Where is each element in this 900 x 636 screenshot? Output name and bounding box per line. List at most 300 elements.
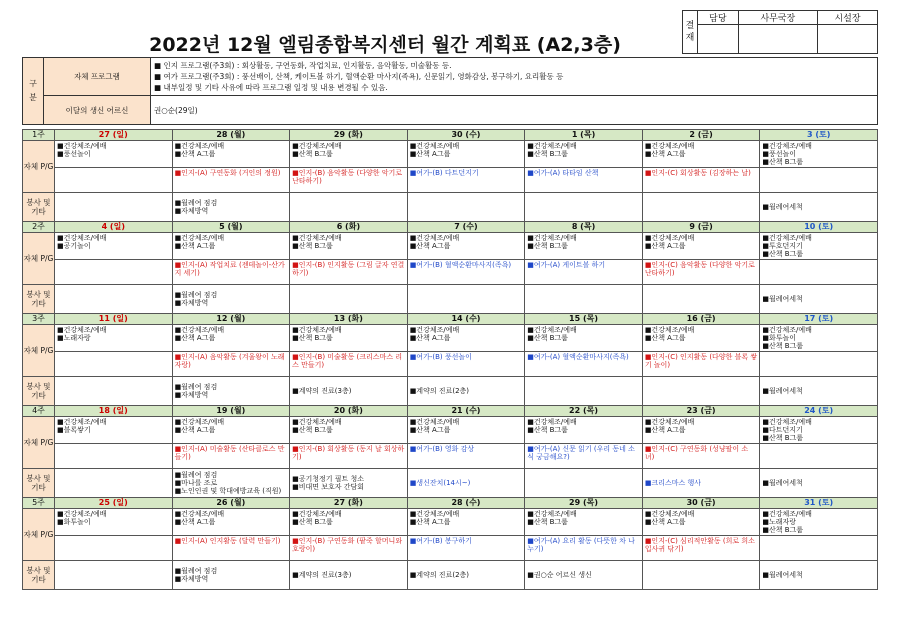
program-item: ■건강체조/예배 [527,326,577,334]
special-program-cell [55,352,173,377]
date-number: 22 [569,406,581,415]
program-cell [172,325,290,352]
week-date-row [23,130,878,141]
date-cell: 11 (일) [55,314,173,325]
row-label-pg: 자체 P/G [23,233,55,285]
program-cell [525,233,643,260]
date-number: 19 [216,406,228,415]
program-item: ■건강체조/예배 [174,326,225,334]
program-item: ■건강체조/예배 [409,326,460,334]
program-item: ■건강체조/예배 [292,418,342,426]
program-item: ■건강체조/예배 [292,234,342,242]
date-cell: 29 (목) [525,498,643,509]
program-item: ■산책 B그룹 [762,250,804,258]
etc-cell [172,561,290,590]
special-program-cell: ■여가-(A) 게이트볼 하기 [525,260,643,285]
date-number: 6 [336,222,343,231]
row-label-etc: 봉사 및 기타 [23,561,55,590]
program-cell [290,509,408,536]
program-cell [760,141,878,168]
day-name: 목 [583,222,592,231]
date-cell: 25 (일) [55,498,173,509]
program-item: ■산책 B그룹 [762,434,804,442]
date-cell: 29 (화) [290,130,408,141]
date-number: 28 [216,130,228,139]
etc-cell [642,377,760,406]
self-program-line: ■ 인지 프로그램(주3회) : 회상활동, 구연동화, 작업치료, 인지활동, 음악활동, 미술활동 등. [154,61,452,70]
program-item: ■산책 B그룹 [292,150,333,158]
etc-item: ■자체방역 [174,391,209,399]
week-date-row [23,222,878,233]
program-cell [407,325,525,352]
program-item: ■건강체조/예배 [174,142,225,150]
day-name: 화 [351,498,360,507]
program-item: ■건강체조/예배 [174,510,225,518]
day-name: 월 [233,498,242,507]
date-cell: 9 (금) [642,222,760,233]
special-program-cell [55,536,173,561]
program-item: ■산책 A그룹 [174,426,216,434]
program-cell [172,509,290,536]
approval-sign-box[interactable] [698,25,739,54]
approval-sign-box[interactable] [738,25,817,54]
day-name: 토 [821,314,830,323]
date-cell: 3 (토) [760,130,878,141]
date-cell: 20 (화) [290,406,408,417]
program-item: ■산책 A그룹 [644,426,686,434]
etc-item: ■월례여세척 [762,571,803,579]
etc-cell [172,377,290,406]
gubun-label: 구분 [23,58,44,125]
program-cell [290,417,408,444]
special-program-row [23,352,878,377]
etc-cell [290,469,408,498]
program-item: ■건강체조/예배 [527,234,577,242]
row-label-etc: 봉사 및 기타 [23,193,55,222]
week-label: 4주 [23,406,55,417]
special-program-cell: ■인지-(C) 회상활동 (김장하는 날) [642,168,760,193]
program-item: ■산책 B그룹 [527,150,568,158]
day-name: 일 [116,314,125,323]
date-number: 8 [571,222,578,231]
program-item: ■건강체조/예배 [57,234,107,242]
program-cell [525,417,643,444]
program-item: ■산책 A그룹 [409,426,451,434]
program-item: ■건강체조/예배 [644,234,695,242]
program-cell [525,509,643,536]
program-row [23,509,878,536]
special-program-cell: ■인지-(C) 심리적안활동 (희로 희소 입사귀 닦기) [642,536,760,561]
etc-item: ■월례여 점검 [174,291,218,299]
program-cell [407,417,525,444]
etc-item: ■월례여 점검 [174,199,218,207]
program-item: ■노래자랑 [762,518,797,526]
day-name: 일 [113,222,122,231]
etc-item: ■월례여세척 [762,295,803,303]
date-number: 4 [101,222,108,231]
date-number: 28 [451,498,463,507]
program-item: ■산책 B그룹 [762,158,804,166]
special-program-row [23,260,878,285]
program-item: ■건강체조/예배 [57,326,107,334]
date-number: 24 [804,406,816,415]
etc-cell [172,469,290,498]
etc-cell [525,377,643,406]
program-item: ■공기놀이 [57,242,91,250]
volunteer-etc-row [23,285,878,314]
etc-cell [642,285,760,314]
program-cell [55,417,173,444]
day-name: 화 [348,222,357,231]
date-cell: 10 (토) [760,222,878,233]
self-program-label: 자체 프로그램 [44,58,151,96]
special-program-cell: ■인지-(A) 구연동화 (거인의 정원) [172,168,290,193]
program-item: ■산책 B그룹 [527,518,568,526]
program-cell [525,141,643,168]
etc-cell [525,561,643,590]
program-item: ■산책 B그룹 [292,518,333,526]
date-cell: 17 (토) [760,314,878,325]
etc-cell [760,469,878,498]
day-name: 목 [586,498,595,507]
day-name: 목 [586,314,595,323]
day-name: 토 [821,498,830,507]
date-cell: 31 (토) [760,498,878,509]
program-cell [407,233,525,260]
program-item: ■산책 A그룹 [409,150,451,158]
date-number: 11 [98,314,110,323]
program-item: ■건강체조/예배 [644,510,695,518]
program-cell [55,233,173,260]
date-number: 18 [98,406,110,415]
program-item: ■건강체조/예배 [762,142,812,150]
program-cell [642,417,760,444]
program-item: ■건강체조/예배 [409,142,460,150]
day-name: 화 [351,314,360,323]
etc-cell [55,377,173,406]
date-number: 31 [804,498,816,507]
etc-item: ■월례여세척 [762,203,803,211]
program-item: ■건강체조/예배 [762,510,812,518]
approval-label: 결재 [683,11,698,54]
special-program-cell: ■여가-(B) 다트던지기 [407,168,525,193]
day-name: 일 [116,406,125,415]
etc-cell [290,561,408,590]
day-name: 수 [469,314,477,323]
date-number: 21 [451,406,463,415]
program-item: ■건강체조/예배 [292,142,342,150]
etc-cell [760,561,878,590]
row-label-etc: 봉사 및 기타 [23,377,55,406]
date-cell: 27 (일) [55,130,173,141]
etc-item: ■계약의 진료(3층) [292,571,352,579]
program-cell [525,325,643,352]
etc-item: ■계약의 진료(2층) [409,387,470,395]
special-program-cell: ■인지-(C) 구연동화 (성냥팔이 소녀) [642,444,760,469]
etc-item: ■계약의 진료(2층) [409,571,470,579]
program-item: ■건강체조/예배 [409,418,460,426]
program-cell [55,141,173,168]
date-number: 29 [569,498,581,507]
program-item: ■건강체조/예배 [57,510,107,518]
day-name: 수 [466,222,475,231]
program-item: ■산책 A그룹 [409,242,451,250]
program-item: ■산책 A그룹 [174,334,216,342]
date-number: 16 [686,314,698,323]
date-cell: 4 (일) [55,222,173,233]
row-label-pg: 자체 P/G [23,417,55,469]
date-cell: 5 (월) [172,222,290,233]
approval-role: 담당 [698,11,739,25]
etc-cell [760,193,878,222]
date-cell: 13 (화) [290,314,408,325]
special-program-cell [55,444,173,469]
date-cell: 28 (수) [407,498,525,509]
self-program-line: ■ 내부일정 및 기타 사유에 따라 프로그램 일정 및 내용 변경될 수 있음. [154,83,388,92]
date-number: 1 [571,130,578,139]
volunteer-etc-row [23,561,878,590]
approval-role: 사무국장 [738,11,817,25]
program-item: ■건강체조/예배 [57,142,107,150]
program-item: ■다트던지기 [762,426,803,434]
special-program-cell [760,168,878,193]
approval-role: 시설장 [817,11,877,25]
program-item: ■투호던지기 [762,242,803,250]
day-name: 수 [469,406,477,415]
etc-cell [55,285,173,314]
etc-cell [407,285,525,314]
birthday-value: 권○순(29일) [151,96,878,125]
etc-item: ■생신잔치(14시~) [409,479,471,487]
program-cell [642,233,760,260]
week-date-row [23,406,878,417]
etc-cell [642,561,760,590]
date-cell: 18 (일) [55,406,173,417]
special-program-cell: ■인지-(C) 음악활동 (다양한 악기로 난타하기) [642,260,760,285]
week-label: 1주 [23,130,55,141]
program-cell [290,325,408,352]
program-item: ■산책 A그룹 [644,150,686,158]
day-name: 일 [116,130,125,139]
etc-item: ■월례여 점검 [174,471,218,479]
etc-item: ■노인인권 및 학대예방교육 (직원) [174,487,282,495]
day-name: 수 [469,130,477,139]
day-name: 토 [821,222,830,231]
birthday-label: 이달의 생신 어르신 [44,96,151,125]
special-program-cell: ■인지-(B) 미술활동 (크리스마스 리스 만들기) [290,352,408,377]
program-info-table [22,57,878,125]
self-program-line: ■ 여가 프로그램(주3회) : 풍선배이, 산책, 케이트볼 하기, 혈액순환 마사지(족욕), 신문읽기, 영화감상, 봉구하기, 요리활동 등 [154,72,564,81]
etc-item: ■자체방역 [174,575,209,583]
date-number: 12 [216,314,228,323]
self-program-desc [151,58,878,96]
day-name: 토 [821,406,830,415]
day-name: 월 [233,314,242,323]
date-number: 13 [333,314,346,323]
special-program-cell: ■여가-(A) 요리 활동 (다뜻한 차 나누기) [525,536,643,561]
special-program-cell: ■인지-(C) 인지활동 (다양한 블록 쌓기 놀이) [642,352,760,377]
program-cell [55,509,173,536]
day-name: 금 [704,498,712,507]
program-row [23,141,878,168]
special-program-cell: ■인지-(A) 미술활동 (산타클로스 만들기) [172,444,290,469]
etc-item: ■비대면 보호자 간담회 [292,483,365,491]
day-name: 화 [351,406,360,415]
program-item: ■산책 A그룹 [409,518,451,526]
program-item: ■풍선놀이 [762,150,797,158]
special-program-cell: ■여가-(A) 신문 읽기 (우리 동네 소식 궁금해요?) [525,444,643,469]
program-cell [760,417,878,444]
special-program-cell: ■인지-(A) 작업치료 (젠테놀이-산가지 세기) [172,260,290,285]
date-number: 9 [689,222,695,231]
special-program-row [23,444,878,469]
program-item: ■건강체조/예배 [644,326,695,334]
date-cell: 30 (수) [407,130,525,141]
special-program-cell [760,352,878,377]
date-cell: 1 (목) [525,130,643,141]
program-cell [642,509,760,536]
etc-item: ■마나를 조로 [174,479,218,487]
program-row [23,233,878,260]
etc-cell [407,377,525,406]
program-item: ■산책 A그룹 [644,242,686,250]
page-title: 2022년 12월 엘림종합복지센터 월간 계획표 (A2,3층) [149,34,621,56]
date-number: 27 [333,498,346,507]
program-item: ■산책 B그룹 [292,426,333,434]
etc-cell [407,469,525,498]
row-label-pg: 자체 P/G [23,509,55,561]
day-name: 금 [701,130,710,139]
date-cell: 15 (목) [525,314,643,325]
volunteer-etc-row [23,469,878,498]
day-name: 금 [701,222,710,231]
program-item: ■산책 B그룹 [292,334,333,342]
program-item: ■건강체조/예배 [762,326,812,334]
special-program-cell: ■여가-(A) 혈액순환마사지(족욕) [525,352,643,377]
date-number: 25 [98,498,110,507]
day-name: 목 [583,130,592,139]
week-label: 2주 [23,222,55,233]
program-cell [642,141,760,168]
special-program-cell [760,444,878,469]
day-name: 월 [233,130,242,139]
date-number: 10 [804,222,816,231]
program-cell [290,141,408,168]
program-row [23,325,878,352]
date-cell: 23 (금) [642,406,760,417]
date-number: 14 [451,314,463,323]
etc-cell [407,561,525,590]
date-number: 26 [216,498,228,507]
date-cell: 14 (수) [407,314,525,325]
date-cell: 19 (월) [172,406,290,417]
program-item: ■풍선놀이 [57,150,91,158]
etc-cell [55,469,173,498]
special-program-cell [760,260,878,285]
program-item: ■산책 B그룹 [527,242,568,250]
date-number: 2 [689,130,695,139]
day-name: 토 [819,130,827,139]
etc-item: ■월례여 점검 [174,383,218,391]
program-item: ■산책 A그룹 [644,334,686,342]
date-cell: 6 (화) [290,222,408,233]
day-name: 금 [704,314,712,323]
etc-cell [172,193,290,222]
program-item: ■화투놀이 [57,518,91,526]
etc-cell [290,193,408,222]
program-item: ■건강체조/예배 [57,418,107,426]
week-label: 5주 [23,498,55,509]
date-cell: 26 (월) [172,498,290,509]
day-name: 월 [231,222,239,231]
etc-cell [760,377,878,406]
day-name: 목 [586,406,595,415]
etc-item: ■자체방역 [174,299,209,307]
row-label-etc: 봉사 및 기타 [23,285,55,314]
week-date-row [23,314,878,325]
program-cell [55,325,173,352]
etc-item: ■월례여세척 [762,387,803,395]
etc-item: ■월례여세척 [762,479,803,487]
etc-cell [55,193,173,222]
program-item: ■건강체조/예배 [762,418,812,426]
program-item: ■화투놀이 [762,334,797,342]
etc-cell [525,469,643,498]
special-program-cell [760,536,878,561]
date-cell: 22 (목) [525,406,643,417]
program-cell [290,233,408,260]
program-item: ■산책 A그룹 [644,518,686,526]
etc-cell [290,377,408,406]
week-label: 3주 [23,314,55,325]
program-cell [407,141,525,168]
date-cell: 21 (수) [407,406,525,417]
date-number: 5 [219,222,225,231]
approval-sign-box[interactable] [817,25,877,54]
program-cell [760,325,878,352]
program-item: ■블록쌓기 [57,426,91,434]
etc-cell [525,193,643,222]
week-date-row [23,498,878,509]
program-item: ■건강체조/예배 [527,510,577,518]
program-item: ■건강체조/예배 [644,142,695,150]
etc-item: ■권○순 어르신 생신 [527,571,592,579]
program-cell [172,233,290,260]
program-item: ■건강체조/예배 [292,326,342,334]
special-program-cell: ■인지-(A) 음악활동 (겨울왕이 노래자랑) [172,352,290,377]
program-item: ■산책 A그룹 [174,150,216,158]
date-cell: 8 (목) [525,222,643,233]
program-cell [642,325,760,352]
special-program-cell [55,260,173,285]
etc-cell [760,285,878,314]
day-name: 일 [116,498,125,507]
special-program-cell: ■여가-(A) 타타임 산책 [525,168,643,193]
row-label-pg: 자체 P/G [23,141,55,193]
day-name: 금 [704,406,712,415]
special-program-cell: ■여가-(B) 영화 감상 [407,444,525,469]
special-program-cell: ■여가-(B) 풍선놀이 [407,352,525,377]
special-program-cell: ■인지-(B) 구연동화 (팥죽 할머니와 호랑이) [290,536,408,561]
volunteer-etc-row [23,193,878,222]
date-cell: 28 (월) [172,130,290,141]
program-cell [407,509,525,536]
date-number: 27 [98,130,110,139]
program-row [23,417,878,444]
special-program-cell: ■인지-(B) 음악활동 (다양한 악기로 난타하기) [290,168,408,193]
program-item: ■건강체조/예배 [644,418,695,426]
date-cell: 16 (금) [642,314,760,325]
